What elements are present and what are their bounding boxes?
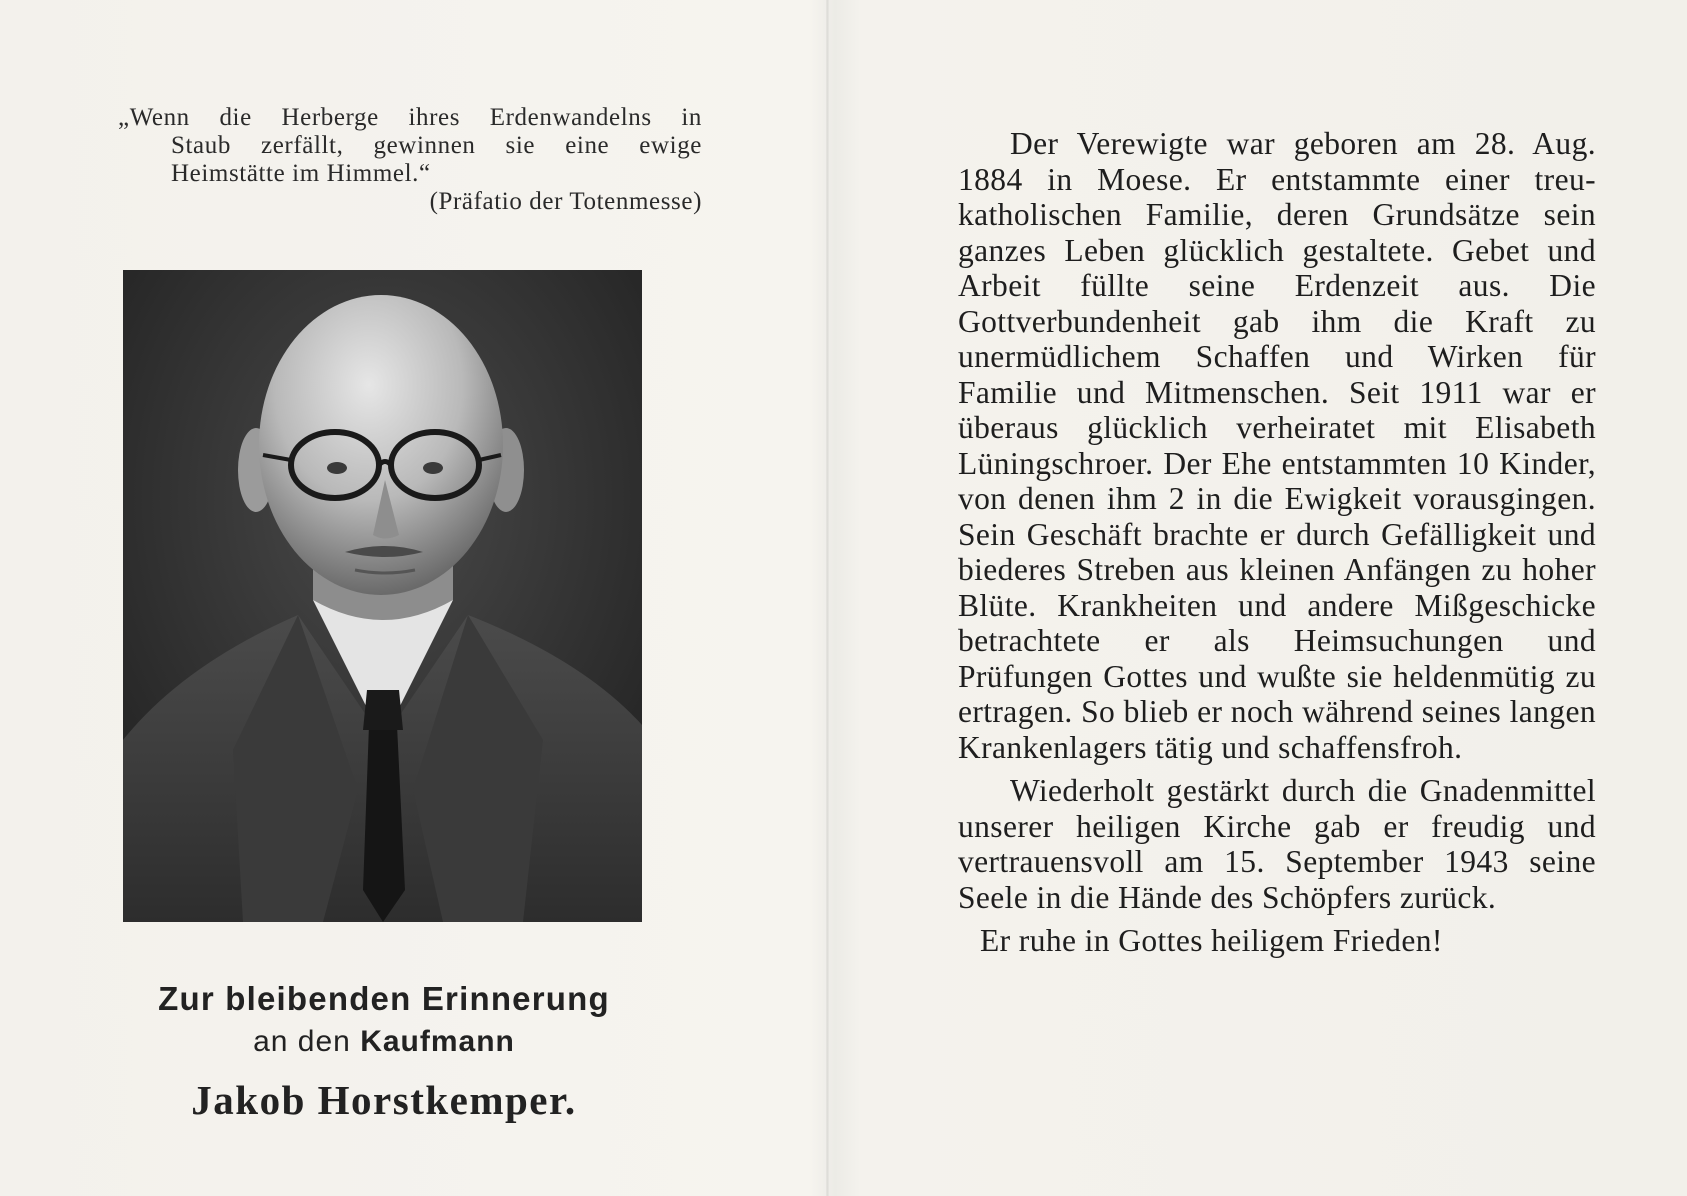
portrait-photo bbox=[123, 270, 642, 922]
deceased-name: Jakob Horstkemper. bbox=[191, 1077, 577, 1123]
caption-prefix: an den bbox=[253, 1025, 351, 1058]
biography-paragraph-2: Wiederholt gestärkt durch die Gnadenmittel unserer heiligen Kirche gab er freudig und vertrauensvoll am 15. September 1943 seine Seele in die Hände des Schöpfers zurück. bbox=[958, 773, 1596, 915]
closing-blessing: Er ruhe in Gottes heiligem Frieden! bbox=[980, 923, 1443, 958]
caption-dedication: Zur bleibenden Erinnerung bbox=[158, 980, 610, 1017]
quote-line-3: Heimstätte im Himmel.“ bbox=[171, 160, 431, 187]
memorial-caption bbox=[118, 978, 650, 1132]
caption-occupation-title: Kaufmann bbox=[360, 1025, 515, 1058]
quote-line-2: Staub zerfällt, gewinnen sie eine ewige bbox=[171, 132, 702, 159]
biography-text bbox=[958, 126, 1596, 959]
epigraph-quote bbox=[118, 104, 702, 216]
card-fold bbox=[826, 0, 829, 1196]
caption-occupation bbox=[118, 1020, 650, 1064]
quote-line-1: „Wenn die Herberge ihres Erdenwandelns in bbox=[118, 104, 702, 131]
biography-paragraph-1: Der Verewigte war geboren am 28. Aug. 1884 in Moese. Er entstammte einer treu-katholischen Familie, deren Grundsätze sein ganzes Leben glücklich gestaltete. Gebet und Arbeit füllte seine Erdenzeit aus. Die Gottverbundenheit gab ihm die Kraft zu unermüdlichem Schaffen und Wirken für Familie und Mitmenschen. Seit 1911 war er überaus glücklich verheiratet mit Elisabeth Lüningschroer. Der Ehe entstammten 10 Kinder, von denen ihm 2 in die Ewigkeit vorausgingen. Sein Geschäft brachte er durch Gefälligkeit und biederes Streben aus kleinen Anfängen zu hoher Blüte. Krankheiten und andere Mißgeschicke betrachtete er als Heimsuchungen und Prüfungen Gottes und wußte sie heldenmütig zu ertragen. So blieb er noch während seines langen Krankenlagers tätig und schaffensfroh. bbox=[958, 126, 1596, 765]
quote-source: (Präfatio der Totenmesse) bbox=[429, 188, 702, 215]
portrait-illustration bbox=[123, 270, 642, 922]
